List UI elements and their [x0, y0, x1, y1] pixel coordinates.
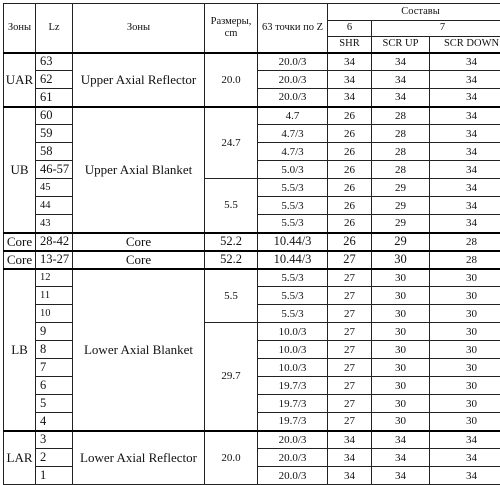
- zone-name: Upper Axial Blanket: [73, 107, 205, 233]
- scr-up-cell: 28: [372, 125, 430, 143]
- scr-down-cell: 34: [430, 143, 500, 161]
- shr-cell: 26: [328, 107, 372, 125]
- shr-cell: 27: [328, 377, 372, 395]
- points-cell: 5.0/3: [258, 161, 328, 179]
- scr-up-cell: 34: [372, 449, 430, 467]
- scr-down-cell: 30: [430, 341, 500, 359]
- zone-name: Lower Axial Reflector: [73, 431, 205, 485]
- lz-cell: 7: [36, 359, 73, 377]
- scr-down-cell: 34: [430, 125, 500, 143]
- lz-cell: 9: [36, 323, 73, 341]
- scr-down-cell: 34: [430, 449, 500, 467]
- points-cell: 20.0/3: [258, 431, 328, 449]
- header-lz: Lz: [36, 4, 73, 53]
- shr-cell: 26: [328, 197, 372, 215]
- lz-cell: 44: [36, 197, 73, 215]
- scr-up-cell: 30: [372, 251, 430, 269]
- points-cell: 20.0/3: [258, 53, 328, 71]
- lz-cell: 1: [36, 467, 73, 485]
- points-cell: 10.44/3: [258, 251, 328, 269]
- table-row: [4, 53, 500, 71]
- size-cell: 5.5: [205, 269, 258, 323]
- header-points: 63 точки по Z: [258, 4, 328, 53]
- header-compositions: Составы: [328, 4, 500, 21]
- table-row: [4, 107, 500, 125]
- shr-cell: 26: [328, 179, 372, 197]
- lz-cell: 13-27: [36, 251, 73, 269]
- shr-cell: 27: [328, 287, 372, 305]
- size-cell: 52.2: [205, 251, 258, 269]
- zone-code: Core: [4, 251, 36, 269]
- shr-cell: 27: [328, 341, 372, 359]
- scr-up-cell: 30: [372, 341, 430, 359]
- scr-down-cell: 34: [430, 179, 500, 197]
- lz-cell: 11: [36, 287, 73, 305]
- lz-cell: 59: [36, 125, 73, 143]
- points-cell: 5.5/3: [258, 269, 328, 287]
- scr-up-cell: 34: [372, 89, 430, 107]
- scr-up-cell: 30: [372, 287, 430, 305]
- lz-cell: 46-57: [36, 161, 73, 179]
- points-cell: 5.5/3: [258, 179, 328, 197]
- scr-up-cell: 30: [372, 305, 430, 323]
- scr-up-cell: 28: [372, 143, 430, 161]
- shr-cell: 34: [328, 89, 372, 107]
- scr-down-cell: 34: [430, 215, 500, 233]
- scr-up-cell: 30: [372, 413, 430, 431]
- shr-cell: 26: [328, 215, 372, 233]
- lz-cell: 3: [36, 431, 73, 449]
- zone-code: LB: [4, 269, 36, 431]
- scr-down-cell: 34: [430, 71, 500, 89]
- scr-up-cell: 34: [372, 431, 430, 449]
- lz-cell: 62: [36, 71, 73, 89]
- scr-down-cell: 34: [430, 89, 500, 107]
- size-cell: 52.2: [205, 233, 258, 251]
- lz-cell: 12: [36, 269, 73, 287]
- zone-name: Core: [73, 233, 205, 251]
- shr-cell: 27: [328, 395, 372, 413]
- points-cell: 4.7/3: [258, 125, 328, 143]
- points-cell: 5.5/3: [258, 287, 328, 305]
- lz-cell: 63: [36, 53, 73, 71]
- lz-cell: 43: [36, 215, 73, 233]
- scr-up-cell: 28: [372, 107, 430, 125]
- zone-code: UAR: [4, 53, 36, 107]
- scr-down-cell: 30: [430, 359, 500, 377]
- points-cell: 10.44/3: [258, 233, 328, 251]
- scr-up-cell: 34: [372, 467, 430, 485]
- shr-cell: 34: [328, 71, 372, 89]
- zone-name: Upper Axial Reflector: [73, 53, 205, 107]
- lz-cell: 28-42: [36, 233, 73, 251]
- scr-down-cell: 30: [430, 269, 500, 287]
- shr-cell: 34: [328, 467, 372, 485]
- shr-cell: 34: [328, 449, 372, 467]
- points-cell: 20.0/3: [258, 449, 328, 467]
- scr-down-cell: 34: [430, 161, 500, 179]
- header-size: Размеры, cm: [205, 4, 258, 53]
- size-cell: 5.5: [205, 179, 258, 233]
- zone-name: Lower Axial Blanket: [73, 269, 205, 431]
- points-cell: 19.7/3: [258, 395, 328, 413]
- header-shr: SHR: [328, 37, 372, 53]
- scr-down-cell: 34: [430, 107, 500, 125]
- zone-code: UB: [4, 107, 36, 233]
- points-cell: 20.0/3: [258, 89, 328, 107]
- scr-up-cell: 29: [372, 215, 430, 233]
- lz-cell: 60: [36, 107, 73, 125]
- points-cell: 5.5/3: [258, 215, 328, 233]
- header-comp-7: 7: [372, 21, 500, 37]
- scr-down-cell: 34: [430, 431, 500, 449]
- points-cell: 20.0/3: [258, 71, 328, 89]
- scr-down-cell: 30: [430, 395, 500, 413]
- lz-cell: 8: [36, 341, 73, 359]
- zone-code: LAR: [4, 431, 36, 485]
- table-row: [4, 269, 500, 287]
- scr-up-cell: 29: [372, 233, 430, 251]
- points-cell: 5.5/3: [258, 197, 328, 215]
- scr-up-cell: 30: [372, 269, 430, 287]
- size-cell: 20.0: [205, 53, 258, 107]
- size-cell: 20.0: [205, 431, 258, 485]
- points-cell: 19.7/3: [258, 377, 328, 395]
- scr-down-cell: 30: [430, 413, 500, 431]
- header-scr-down: SCR DOWN: [430, 37, 500, 53]
- points-cell: 10.0/3: [258, 341, 328, 359]
- lz-cell: 5: [36, 395, 73, 413]
- shr-cell: 34: [328, 53, 372, 71]
- scr-up-cell: 28: [372, 161, 430, 179]
- points-cell: 10.0/3: [258, 359, 328, 377]
- header-scr-up: SCR UP: [372, 37, 430, 53]
- table-row: [4, 251, 500, 269]
- zones-table: [3, 3, 500, 485]
- zone-name: Core: [73, 251, 205, 269]
- scr-up-cell: 30: [372, 359, 430, 377]
- shr-cell: 26: [328, 161, 372, 179]
- header-comp-6: 6: [328, 21, 372, 37]
- scr-down-cell: 30: [430, 305, 500, 323]
- lz-cell: 4: [36, 413, 73, 431]
- scr-down-cell: 30: [430, 377, 500, 395]
- shr-cell: 34: [328, 431, 372, 449]
- shr-cell: 26: [328, 143, 372, 161]
- header-zone: Зоны: [4, 4, 36, 53]
- scr-down-cell: 34: [430, 467, 500, 485]
- points-cell: 5.5/3: [258, 305, 328, 323]
- scr-down-cell: 28: [430, 251, 500, 269]
- lz-cell: 45: [36, 179, 73, 197]
- shr-cell: 27: [328, 305, 372, 323]
- points-cell: 19.7/3: [258, 413, 328, 431]
- lz-cell: 2: [36, 449, 73, 467]
- lz-cell: 58: [36, 143, 73, 161]
- scr-up-cell: 30: [372, 377, 430, 395]
- shr-cell: 27: [328, 413, 372, 431]
- lz-cell: 61: [36, 89, 73, 107]
- size-cell: 29.7: [205, 323, 258, 431]
- size-cell: 24.7: [205, 107, 258, 179]
- shr-cell: 27: [328, 251, 372, 269]
- table-row: [4, 233, 500, 251]
- points-cell: 4.7/3: [258, 143, 328, 161]
- scr-up-cell: 30: [372, 395, 430, 413]
- header-zone-name: Зоны: [73, 4, 205, 53]
- scr-down-cell: 30: [430, 287, 500, 305]
- points-cell: 20.0/3: [258, 467, 328, 485]
- scr-up-cell: 29: [372, 197, 430, 215]
- scr-down-cell: 34: [430, 197, 500, 215]
- shr-cell: 26: [328, 125, 372, 143]
- scr-down-cell: 34: [430, 53, 500, 71]
- points-cell: 4.7: [258, 107, 328, 125]
- shr-cell: 27: [328, 323, 372, 341]
- shr-cell: 26: [328, 233, 372, 251]
- points-cell: 10.0/3: [258, 323, 328, 341]
- scr-up-cell: 29: [372, 179, 430, 197]
- zone-code: Core: [4, 233, 36, 251]
- table-row: [4, 431, 500, 449]
- shr-cell: 27: [328, 359, 372, 377]
- scr-up-cell: 34: [372, 53, 430, 71]
- lz-cell: 10: [36, 305, 73, 323]
- scr-down-cell: 28: [430, 233, 500, 251]
- scr-down-cell: 30: [430, 323, 500, 341]
- scr-up-cell: 30: [372, 323, 430, 341]
- shr-cell: 27: [328, 269, 372, 287]
- lz-cell: 6: [36, 377, 73, 395]
- scr-up-cell: 34: [372, 71, 430, 89]
